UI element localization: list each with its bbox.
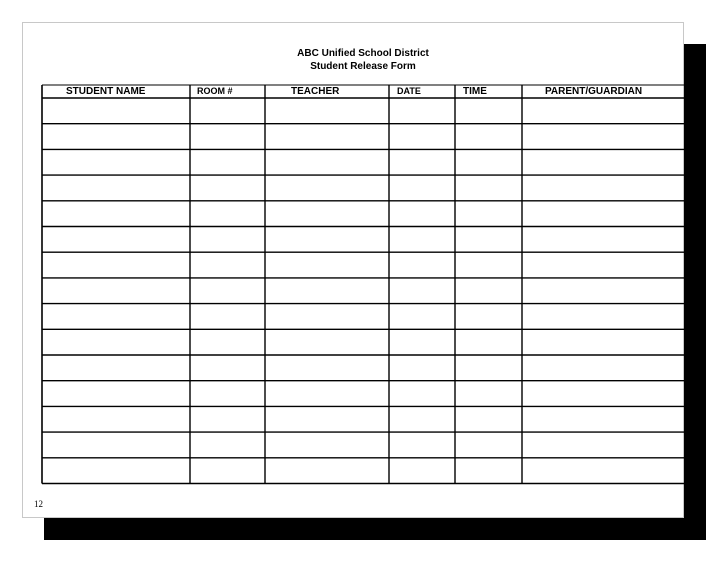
column-header-date: DATE [397, 86, 421, 96]
page-number: 12 [34, 499, 43, 509]
document-page [22, 22, 684, 518]
form-title: Student Release Form [310, 61, 416, 72]
page-shadow-right [684, 44, 706, 540]
column-header-room: ROOM # [197, 86, 233, 96]
page-shadow-bottom [44, 518, 706, 540]
column-header-student-name: STUDENT NAME [66, 86, 146, 97]
column-header-teacher: TEACHER [291, 86, 340, 97]
district-title: ABC Unified School District [297, 48, 429, 59]
column-header-parent-guardian: PARENT/GUARDIAN [545, 86, 643, 97]
column-header-time: TIME [463, 86, 487, 97]
release-table-grid [23, 23, 685, 519]
